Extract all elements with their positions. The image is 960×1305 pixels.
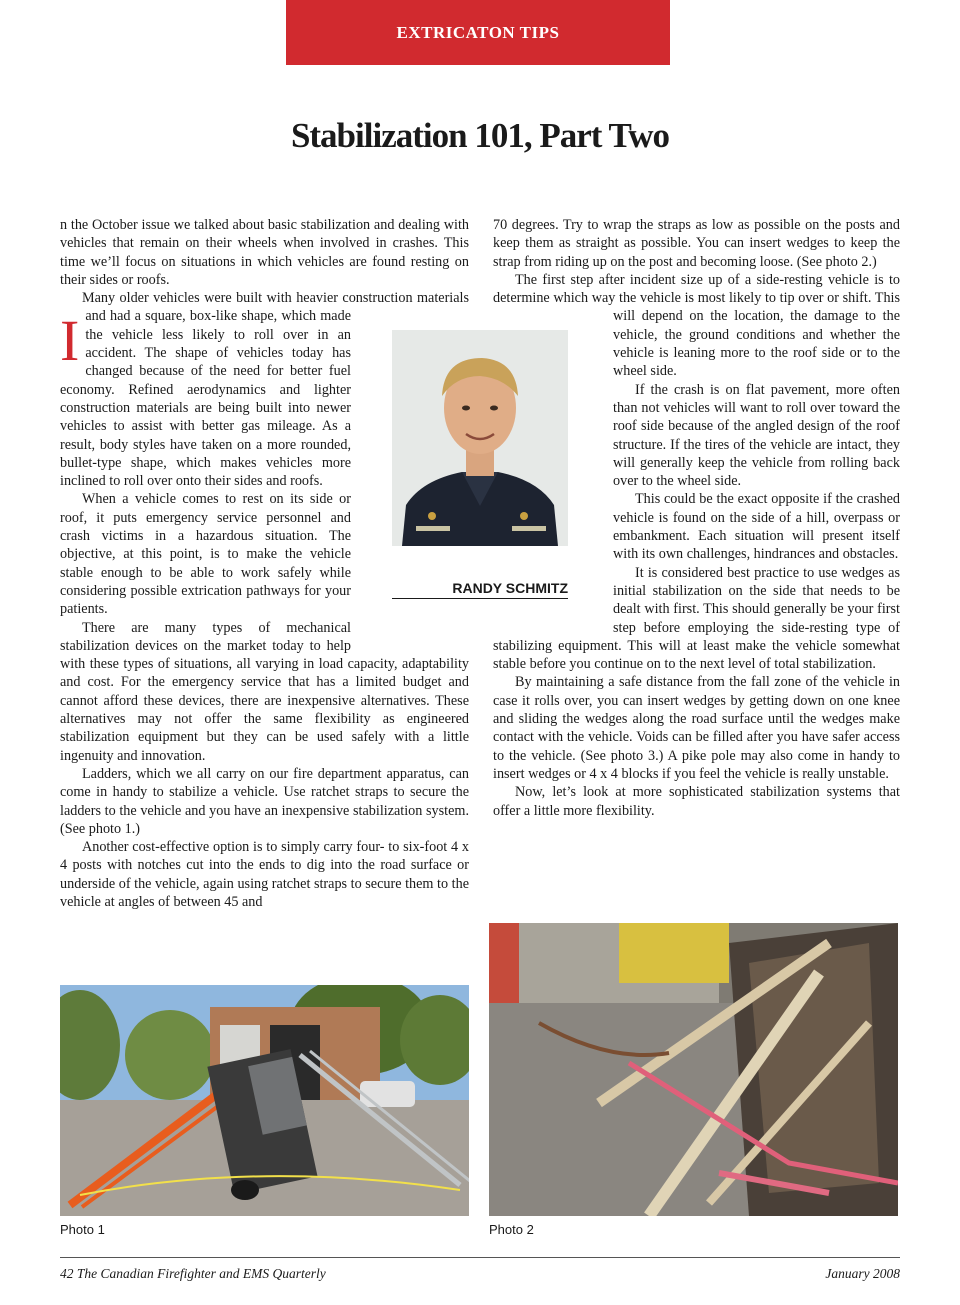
paragraph: If the crash is on flat pavement, more often than not vehicles will want to roll over toward the roof side because of the angled design of the roof structure. If the tires of the vehicle are intact, they will generally keep the vehicle from rolling back over to the wheel side. <box>613 381 900 490</box>
paragraph: There are many types of mechanical stabilization devices on the market today to help with these types of situations, all varying in load capacity, adaptability and cost. For the emergency service that has a limited budget and cannot afford these devices, there are inexpensive alternatives. These alternatives may not offer the same flexibility as engineered stabilization equipment but they can be used safely with a little ingenuity and innovation. <box>60 619 469 764</box>
photo-2-caption: Photo 2 <box>489 1222 534 1237</box>
paragraph: When a vehicle comes to rest on its side or roof, it puts emergency service personnel and crash victims in a hazardous situation. The objective, at this point, is to make the vehicle stable enough to be able to work safely while considering possible extrication pathways for your patients. <box>60 491 351 618</box>
article-title: Stabilization 101, Part Two <box>290 116 670 155</box>
drop-cap: I <box>60 308 80 373</box>
paragraph: The first step after incident size up of a side-resting vehicle is to determine which way the vehicle is most likely to tip over or shift. This will depend on the location, the damage to the vehicle, the ground conditions and whether the vehicle is leaning more to the roof side or to the wheel side. <box>493 271 900 380</box>
left-column <box>60 216 469 911</box>
photo-2 <box>489 923 898 1216</box>
paragraph: Ladders, which we all carry on our fire department apparatus, can come in handy to stabilize a vehicle. Use ratchet straps to secure the ladders to the vehicle and you have an inexpensive stabilization system. (See photo 1.) <box>60 765 469 837</box>
photo-2-illustration <box>489 923 898 1216</box>
footer-publication: 42 The Canadian Firefighter and EMS Quarterly <box>60 1266 326 1281</box>
section-label: EXTRICATON TIPS <box>396 22 560 42</box>
paragraph: This could be the exact opposite if the crashed vehicle is found on the side of a hill, overpass or embankment. Each situation will present itself with its own challenges, hindrances and obstacles. <box>613 491 900 563</box>
portrait-illustration <box>392 330 568 546</box>
author-portrait <box>392 330 568 546</box>
photo-1-illustration <box>60 985 469 1216</box>
footer-date: January 2008 <box>825 1266 900 1281</box>
paragraph: Now, let’s look at more sophisticated stabilization systems that offer a little more flexibility. <box>493 784 900 819</box>
paragraph: Many older vehicles were built with heavier construction materials and had a square, box-like shape, which made the vehicle less likely to roll over in an accident. The shape of vehicles today has changed because of the need for better fuel economy. Refined aerodynamics and lighter construction materials are being built into newer vehicles to assist with better gas mileage. As a result, body styles have taken on a more rounded, bullet-type shape, which makes vehicles more inclined to roll over onto their sides and roofs. <box>60 290 469 490</box>
paragraph: It is considered best practice to use wedges as initial stabilization on the side that needs to be dealt with first. This should generally be your first step before employing the side-resting type of stabilizing equipment. This will at least make the vehicle somewhat stable before you continue on to the next level of total stabilization. <box>493 564 900 673</box>
paragraph: 70 degrees. Try to wrap the straps as low as possible on the posts and keep them as straight as possible. You can insert wedges to keep the strap from riding up on the post and becoming loose. (See photo 2.) <box>493 217 900 270</box>
paragraph: Another cost-effective option is to simply carry four- to six-foot 4 x 4 posts with notches cut into the ends to dig into the road surface or underside of the vehicle, again using ratchet straps to secure them to the vehicle at angles of between 45 and <box>60 839 469 910</box>
photo-1-caption: Photo 1 <box>60 1222 105 1237</box>
author-caption: RANDY SCHMITZ <box>392 580 568 599</box>
section-banner <box>286 0 670 65</box>
photo-1 <box>60 985 469 1216</box>
footer-divider <box>60 1257 900 1258</box>
paragraph: By maintaining a safe distance from the fall zone of the vehicle in case it rolls over, you can insert wedges by getting down on one knee and sliding the wedges along the road surface until the wedges make contact with the vehicle. Voids can be filled after you have safer access to the vehicle. (See photo 3.) A pike pole may also come in handy to insert wedges or 4 x 4 blocks if you feel the vehicle is really unstable. <box>493 674 900 782</box>
paragraph: n the October issue we talked about basic stabilization and dealing with vehicles that remain on their wheels when involved in crashes. This time we’ll focus on situations in which vehicles are found resting on their sides or roofs. <box>60 217 469 288</box>
